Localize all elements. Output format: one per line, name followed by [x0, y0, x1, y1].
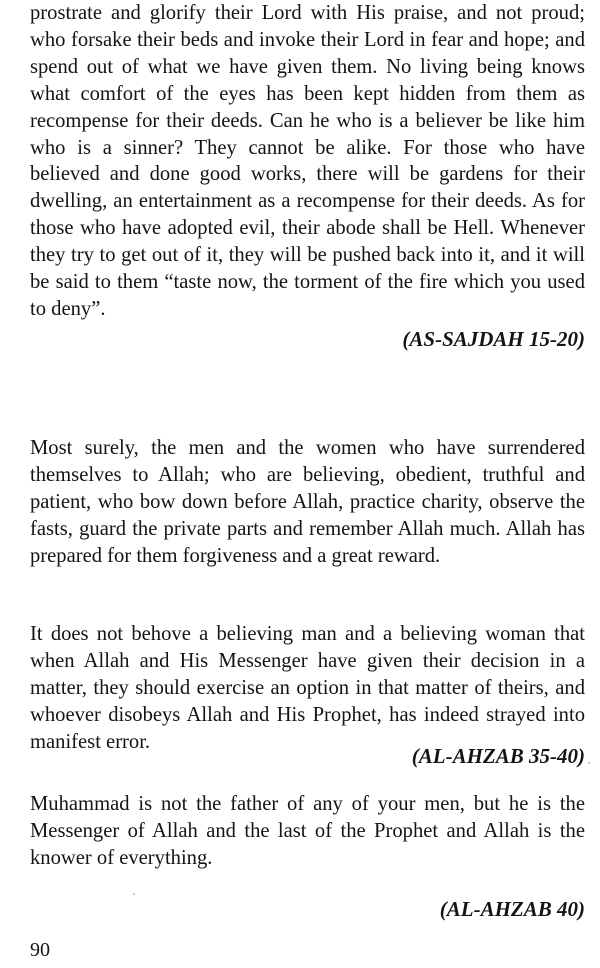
- paragraph-behove: It does not behove a believing man and a believing woman that when Allah and His Messenger have given their decision in a matter, they should exercise an option in that matter of theirs, and whoever disobeys Allah and His Prophet, has indeed strayed into manifest error.: [30, 623, 585, 753]
- page-number: 90: [30, 939, 50, 961]
- reference-al-ahzab-40: (AL-AHZAB 40): [439, 897, 585, 921]
- reference-al-ahzab-35-40: (AL-AHZAB 35-40): [411, 744, 585, 768]
- paragraph-muhammad: Muhammad is not the father of any of your men, but he is the Messenger of Allah and the last of the Prophet and Allah is the knower of everything.: [30, 793, 585, 869]
- scan-speck: [133, 893, 135, 895]
- paragraph-sajdah: prostrate and glorify their Lord with His praise, and not proud; who forsake their beds and invoke their Lord in fear and hope; and spend out of what we have given them. No living being knows what comfort of the eyes has been kept hidden from them as recompense for their deeds. Can he who is a believer be like him who is a sinner? They cannot be alike. For those who have believed and done good works, there will be gardens for their dwelling, an entertainment as a recompense for their deeds. As for those who have adopted evil, their abode shall be Hell. Whenever they try to get out of it, they will be pushed back into it, and it will be said to them “taste now, the torment of the fire which you used to deny”.: [30, 2, 585, 320]
- reference-as-sajdah-15-20: (AS-SAJDAH 15-20): [402, 327, 585, 351]
- paragraph-surrendered: Most surely, the men and the women who have surrendered themselves to Allah; who are believing, obedient, truthful and patient, who bow down before Allah, practice charity, observe the fasts, guard the private parts and remember Allah much. Allah has prepared for them forgiveness and a great reward.: [30, 437, 585, 567]
- scan-speck: [588, 762, 590, 764]
